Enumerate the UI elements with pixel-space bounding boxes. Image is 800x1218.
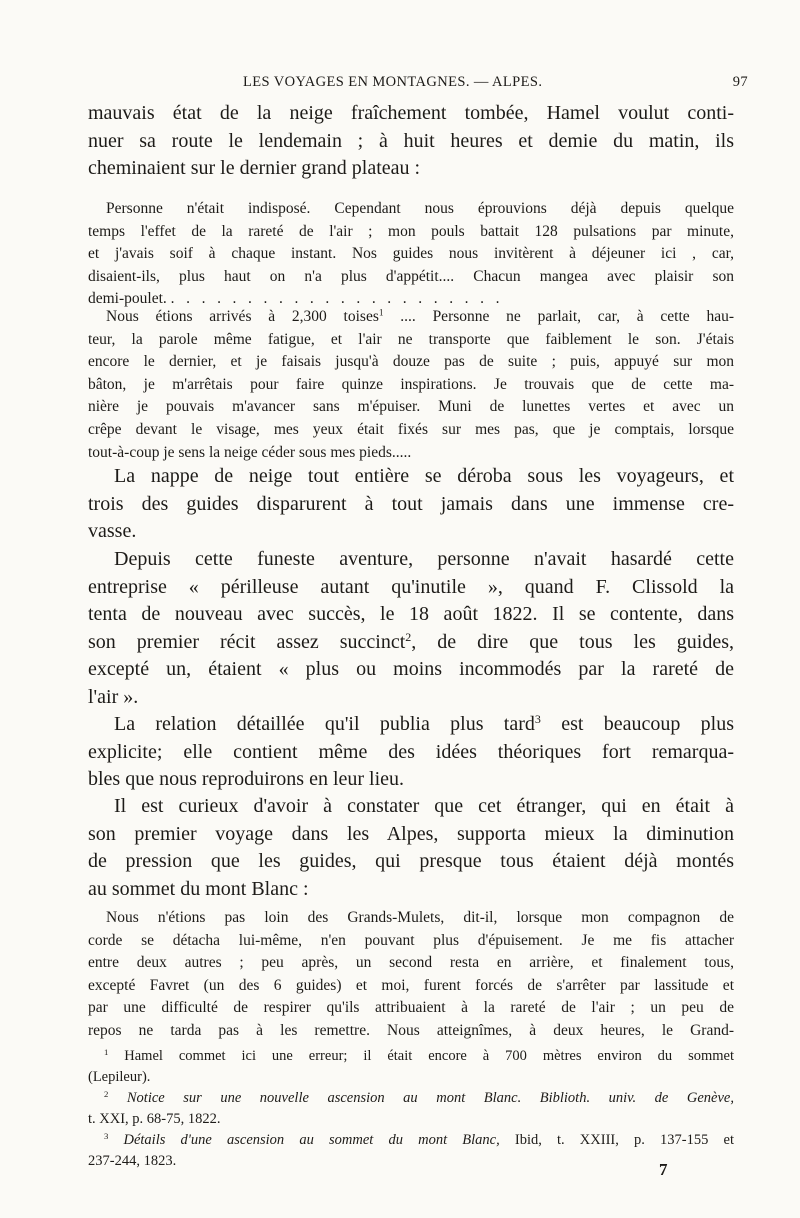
running-header bbox=[88, 74, 748, 94]
paragraph-relation bbox=[88, 711, 734, 794]
text-fragment: .... Personne ne parlait, car, à cette hau- bbox=[383, 308, 734, 325]
footnote-ref-2: 2 bbox=[405, 629, 412, 644]
text-line bbox=[88, 711, 734, 739]
footnote-ref-3: 3 bbox=[534, 711, 541, 726]
paragraph-clissold bbox=[88, 546, 734, 712]
footnote-1 bbox=[88, 1046, 734, 1067]
text-fragment: est beaucoup plus bbox=[540, 713, 734, 735]
text-line: vasse. bbox=[88, 520, 137, 543]
text-line: 237-244, 1823. bbox=[88, 1153, 177, 1169]
text-fragment: Notice sur une nouvelle ascension au mont Blanc. Biblioth. univ. de Genève, bbox=[108, 1090, 734, 1106]
text-line: cheminaient sur le dernier grand plateau : bbox=[88, 157, 421, 180]
ellipsis-dots: ...................... bbox=[170, 290, 512, 308]
text-line: (Lepileur). bbox=[88, 1069, 151, 1085]
text-line: entre deux autres ; peu après, un second resta en arrière, et finalement tous, bbox=[88, 954, 734, 972]
text-line: entreprise « périlleuse autant qu'inutile », quand F. Clissold la bbox=[88, 575, 734, 598]
text-line: encore le dernier, et je faisais jusqu'à douze pas de suite ; puis, appuyé sur mon bbox=[88, 353, 734, 371]
text-fragment: son premier récit assez succinct bbox=[88, 630, 406, 653]
text-line: t. XXI, p. 68-75, 1822. bbox=[88, 1111, 221, 1127]
text-line: crêpe devant le visage, mes yeux était fixés sur mes pas, que je comptais, lorsque bbox=[88, 420, 734, 438]
text-line: l'air ». bbox=[88, 685, 139, 708]
text-line: Depuis cette funeste aventure, personne n'avait hasardé cette bbox=[114, 548, 734, 570]
text-line: La nappe de neige tout entière se déroba sous les voyageurs, et bbox=[114, 465, 734, 487]
text-line: teur, la parole même fatigue, et l'air ne transporte que faiblement le son. J'étais bbox=[88, 330, 734, 348]
footnote-mark: 3 bbox=[104, 1130, 109, 1141]
paragraph-avalanche bbox=[88, 463, 734, 546]
footnote-ref-1: 1 bbox=[378, 308, 384, 319]
text-fragment: demi-poulet. bbox=[88, 290, 167, 308]
footnotes bbox=[88, 1046, 734, 1172]
quotation-hamel-breakfast bbox=[88, 198, 734, 311]
page-number: 97 bbox=[732, 74, 748, 90]
text-fragment: Détails d'une ascension au sommet du mont Blanc, bbox=[108, 1132, 500, 1148]
quotation-hamel-ascent bbox=[88, 306, 734, 464]
quotation-clissold bbox=[88, 907, 734, 1043]
text-line: bâton, je m'arrêtais pour faire quinze inspirations. Je trouvais que de cette ma- bbox=[88, 375, 734, 393]
text-line: bles que nous reproduirons en leur lieu. bbox=[88, 768, 405, 791]
text-line: au sommet du mont Blanc : bbox=[88, 877, 309, 900]
text-line: par une difficulté de respirer qu'ils attribuaient à la rareté de l'air ; un peu de bbox=[88, 999, 734, 1017]
text-line: explicite; elle contient même des idées théoriques fort remarqua- bbox=[88, 740, 734, 763]
running-title: LES VOYAGES EN MONTAGNES. — ALPES. bbox=[243, 74, 543, 90]
text-line: excepté Favret (un des 6 guides) et moi, furent forcés de s'arrêter par lassitude et bbox=[88, 976, 734, 994]
text-line: et j'avais soif à chaque instant. Nos guides nous invitèrent à déjeuner ici , car, bbox=[88, 245, 734, 263]
text-line: disaient-ils, plus haut on n'a plus d'appétit.... Chacun mangea avec plaisir son bbox=[88, 267, 734, 285]
text-line: trois des guides disparurent à tout jamais dans une immense cre- bbox=[88, 492, 734, 515]
text-line: repos ne tarda pas à les remettre. Nous atteignîmes, à deux heures, le Grand- bbox=[88, 1021, 734, 1039]
text-fragment: , de dire que tous les guides, bbox=[411, 630, 734, 653]
text-line: corde se détacha lui-même, n'en pouvant plus d'épuisement. Je me fis attacher bbox=[88, 931, 734, 949]
text-line: temps l'effet de la rareté de l'air ; mon pouls battait 128 pulsations par minute, bbox=[88, 222, 734, 240]
text-line bbox=[88, 306, 734, 329]
text-line: son premier voyage dans les Alpes, supporta mieux la diminution bbox=[88, 822, 734, 845]
footnote-2 bbox=[88, 1088, 734, 1109]
footnote-mark: 2 bbox=[104, 1088, 109, 1099]
text-fragment: La relation détaillée qu'il publia plus tard bbox=[114, 713, 535, 735]
text-line: nière je pouvais m'avancer sans m'épuiser. Muni de lunettes vertes et avec un bbox=[88, 398, 734, 416]
text-line: Nous n'étions pas loin des Grands-Mulets, dit-il, lorsque mon compagnon de bbox=[106, 909, 734, 926]
footnote-3 bbox=[88, 1130, 734, 1151]
text-line: de pression que les guides, qui presque tous étaient déjà montés bbox=[88, 850, 734, 873]
text-line bbox=[88, 629, 734, 657]
text-line: tenta de nouveau avec succès, le 18 août 1822. Il se contente, dans bbox=[88, 603, 734, 626]
text-line: Personne n'était indisposé. Cependant nous éprouvions déjà depuis quelque bbox=[106, 200, 734, 217]
text-fragment: Hamel commet ici une erreur; il était encore à 700 mètres environ du sommet bbox=[108, 1048, 734, 1064]
text-fragment: Ibid, t. XXIII, p. 137-155 et bbox=[499, 1132, 734, 1148]
paragraph-curious bbox=[88, 793, 734, 903]
signature-mark: 7 bbox=[659, 1160, 668, 1179]
text-line: tout-à-coup je sens la neige céder sous mes pieds..... bbox=[88, 443, 412, 461]
text-fragment: Nous étions arrivés à 2,300 toises bbox=[106, 308, 379, 325]
text-line: Il est curieux d'avoir à constater que cet étranger, qui en était à bbox=[114, 795, 734, 817]
text-line: mauvais état de la neige fraîchement tombée, Hamel voulut conti- bbox=[88, 102, 734, 124]
text-line: excepté un, étaient « plus ou moins incommodés par la rareté de bbox=[88, 658, 734, 681]
paragraph-intro bbox=[88, 100, 734, 183]
text-line: nuer sa route le lendemain ; à huit heures et demie du matin, ils bbox=[88, 129, 734, 152]
footnote-mark: 1 bbox=[104, 1046, 109, 1057]
